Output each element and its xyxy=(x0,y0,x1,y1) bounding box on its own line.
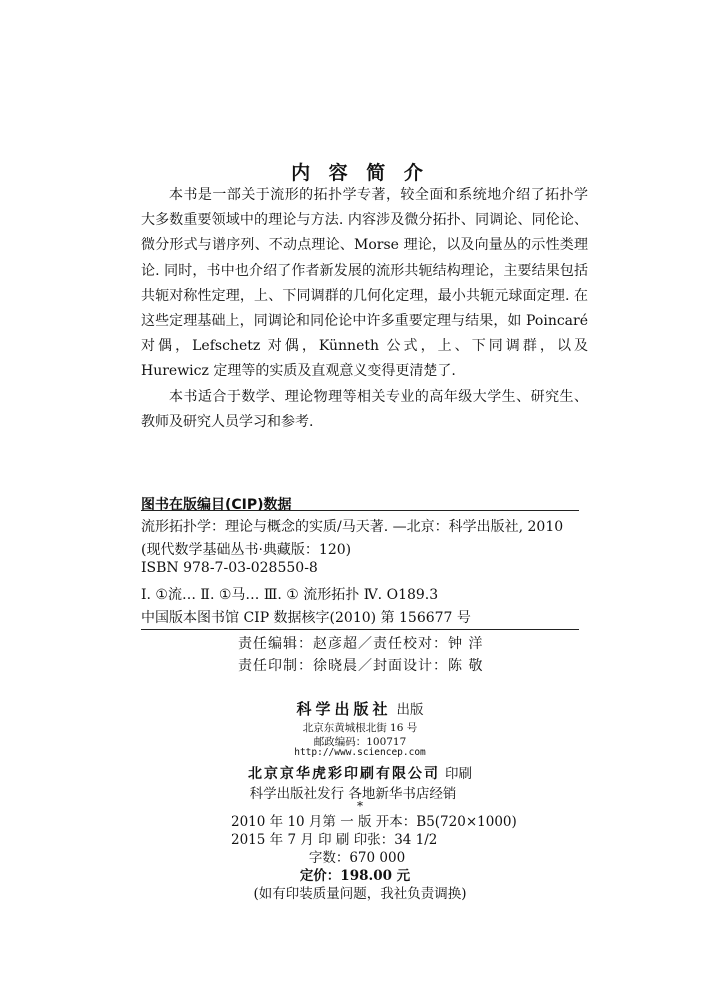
distribution-line: 科学出版社发行 各地新华书店经销 xyxy=(249,786,457,802)
edition-line: 2010 年 10 月第 一 版 开本：B5(720×1000) xyxy=(231,814,517,830)
cip-series-line: (现代数学基础丛书·典藏版：120) xyxy=(141,542,352,558)
separator-star: * xyxy=(357,799,363,813)
printer-suffix: 印刷 xyxy=(445,766,473,782)
intro-title: 内 容 简 介 xyxy=(291,162,429,184)
publisher-address: 北京东黄城根北街 16 号 xyxy=(302,722,418,734)
printer-line xyxy=(0,762,720,783)
intro-body xyxy=(141,183,588,435)
intro-paragraph-2: 本书适合于数学、理论物理等相关专业的高年级大学生、研究生、教师及研究人员学习和参考. xyxy=(141,388,588,430)
cip-title-line: 流形拓扑学：理论与概念的实质/马天著. —北京：科学出版社, 2010 xyxy=(141,519,564,535)
publisher-logo: 科学出版社 xyxy=(296,700,392,718)
publisher-website: http://www.sciencep.com xyxy=(294,747,426,758)
cip-bottom-divider xyxy=(141,629,579,630)
cip-record-number: 中国版本图书馆 CIP 数据核字(2010) 第 156677 号 xyxy=(141,610,471,626)
publisher-line xyxy=(0,698,720,719)
print-line: 2015 年 7 月 印 刷 印张：34 1/2 xyxy=(231,832,438,848)
staff-editors-line: 责任编辑：赵彦超／责任校对：钟 洋 xyxy=(238,636,484,652)
cip-top-divider xyxy=(141,510,579,511)
publisher-postcode: 邮政编码：100717 xyxy=(313,736,407,748)
quality-note: (如有印装质量问题，我社负责调换) xyxy=(253,886,467,902)
price: 定价：198.00 元 xyxy=(299,868,411,884)
cip-heading: 图书在版编目(CIP)数据 xyxy=(141,497,292,513)
word-count: 字数：670 000 xyxy=(308,850,406,866)
staff-production-line: 责任印制：徐晓晨／封面设计：陈 敬 xyxy=(238,658,484,674)
cip-classification-line: Ⅰ. ①流… Ⅱ. ①马… Ⅲ. ① 流形拓扑 Ⅳ. O189.3 xyxy=(141,587,439,603)
intro-paragraph-1: 本书是一部关于流形的拓扑学专著，较全面和系统地介绍了拓扑学大多数重要领域中的理论与方法. 内容涉及微分拓扑、同调论、同伦论、微分形式与谱序列、不动点理论、Morse 理论，以及向量丛的示性类理论. 同时，书中也介绍了作者新发展的流形共轭结构理论，主要结果包括共轭对称性定理，上、下同调群的几何化定理，最小共轭元球面定理. 在这些定理基础上，同调论和同伦论中许多重要定理与结果，如 Poincaré 对偶，Lefschetz 对偶，Künneth 公式，上、下同调群，以及 Hurewicz 定理等的实质及直观意义变得更清楚了. xyxy=(141,187,588,380)
cip-isbn-line: ISBN 978-7-03-028550-8 xyxy=(141,560,318,576)
printer-name: 北京京华虎彩印刷有限公司 xyxy=(247,766,440,782)
publisher-suffix: 出版 xyxy=(396,702,424,718)
